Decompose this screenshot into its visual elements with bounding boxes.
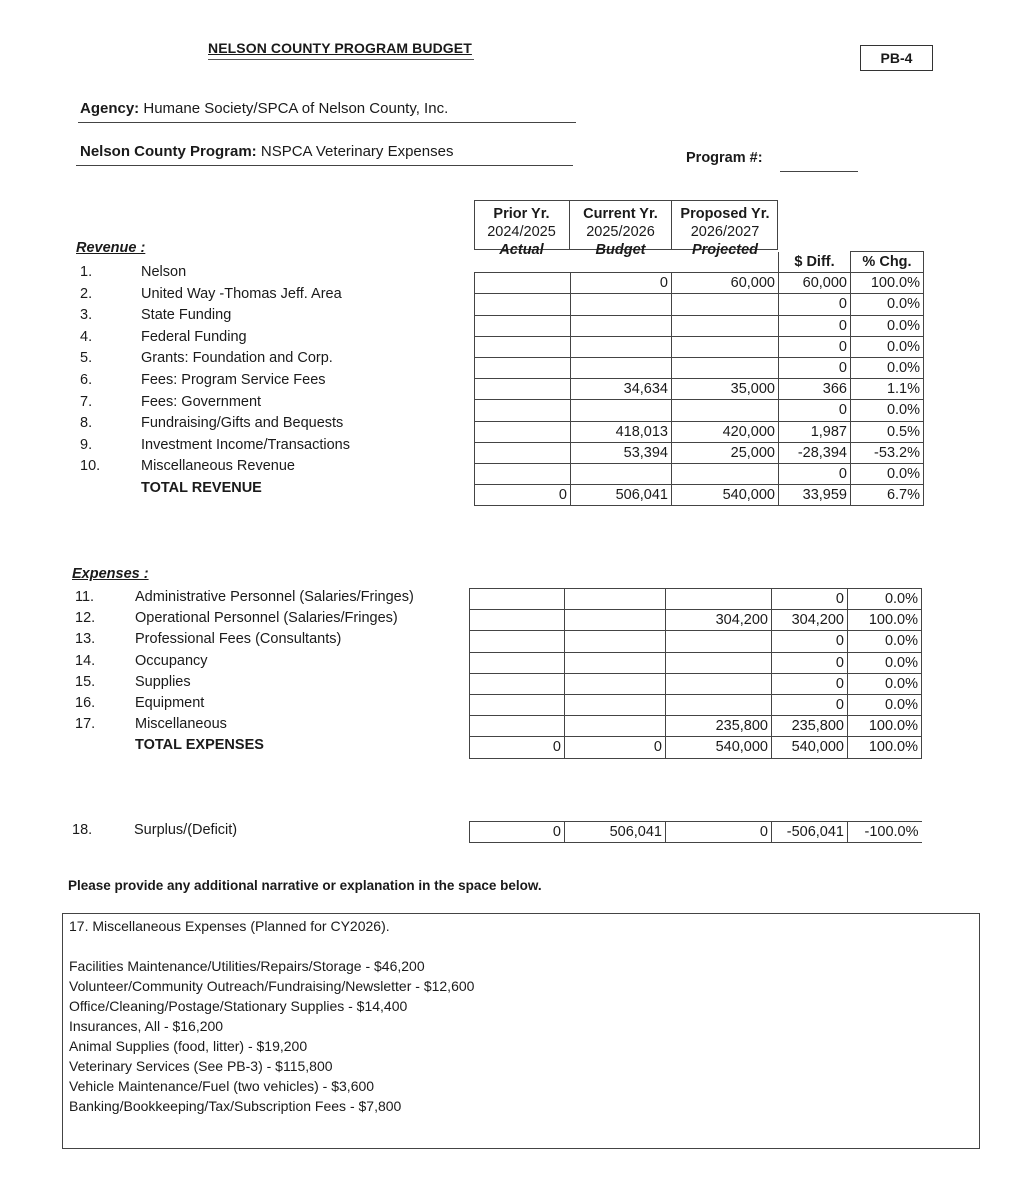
expense-cell-current xyxy=(565,673,666,694)
revenue-cell-chg: 0.0% xyxy=(851,463,924,484)
narrative-heading: 17. Miscellaneous Expenses (Planned for CY2026). xyxy=(69,918,390,934)
revenue-cell-proposed: 35,000 xyxy=(672,379,779,400)
revenue-cell-prior xyxy=(475,315,571,336)
expense-line-number: 16. xyxy=(75,695,96,711)
expense-total-label: TOTAL EXPENSES xyxy=(135,737,264,754)
table-row xyxy=(475,336,924,357)
expense-cell-proposed: 235,800 xyxy=(666,716,772,737)
expense-cell-chg: 100.0% xyxy=(848,610,922,631)
narrative-line: Animal Supplies (food, litter) - $19,200 xyxy=(69,1038,308,1054)
revenue-cell-current xyxy=(571,400,672,421)
revenue-cell-diff: -28,394 xyxy=(779,442,851,463)
revenue-cell-proposed xyxy=(672,400,779,421)
revenue-cell-prior xyxy=(475,273,571,294)
surplus-number: 18. xyxy=(72,822,93,838)
revenue-cell-chg: 0.0% xyxy=(851,294,924,315)
expense-line-number: 15. xyxy=(75,673,96,690)
expense-line-number: 12. xyxy=(75,610,96,627)
expense-total-diff: 540,000 xyxy=(772,737,848,758)
agency-label: Agency: xyxy=(80,100,140,117)
revenue-cell-chg: 0.5% xyxy=(851,421,924,442)
revenue-heading: Revenue : xyxy=(76,240,146,256)
revenue-cell-prior xyxy=(475,421,571,442)
expense-line-number: 17. xyxy=(75,716,96,733)
revenue-cell-chg: 100.0% xyxy=(851,273,924,294)
expense-cell-proposed xyxy=(666,694,772,715)
surplus-label: Surplus/(Deficit) xyxy=(134,822,238,838)
revenue-cell-diff: 0 xyxy=(779,400,851,421)
narrative-line: Volunteer/Community Outreach/Fundraising/Newsletter - $12,600 xyxy=(69,978,475,994)
table-row xyxy=(470,589,922,610)
narrative-prompt: Please provide any additional narrative or explanation in the space below. xyxy=(68,878,542,893)
program-field xyxy=(80,143,453,160)
agency-field xyxy=(80,100,448,117)
column-header-prior: Prior Yr. 2024/2025 Actual xyxy=(487,206,556,258)
table-row xyxy=(475,294,924,315)
table-row xyxy=(470,737,922,758)
column-header-proposed: Proposed Yr. 2026/2027 Projected xyxy=(680,206,770,258)
expense-cell-diff: 0 xyxy=(772,694,848,715)
revenue-line-label: Fees: Program Service Fees xyxy=(141,372,326,388)
revenue-cell-prior xyxy=(475,442,571,463)
expense-cell-diff: 235,800 xyxy=(772,716,848,737)
revenue-line-label: Investment Income/Transactions xyxy=(141,436,350,453)
revenue-cell-chg: 1.1% xyxy=(851,379,924,400)
agency-value: Humane Society/SPCA of Nelson County, Inc. xyxy=(143,100,449,117)
expense-cell-current xyxy=(565,694,666,715)
table-row xyxy=(475,442,924,463)
expense-line-label: Supplies xyxy=(135,673,191,690)
expense-cell-current xyxy=(565,631,666,652)
revenue-line-number: 2. xyxy=(80,285,93,302)
table-row xyxy=(475,421,924,442)
revenue-line-number: 7. xyxy=(80,393,93,410)
expense-line-label: Professional Fees (Consultants) xyxy=(135,631,342,648)
table-row xyxy=(470,694,922,715)
table-row xyxy=(475,379,924,400)
revenue-cell-diff: 0 xyxy=(779,294,851,315)
expense-cell-diff: 0 xyxy=(772,589,848,610)
expense-cell-prior xyxy=(470,673,565,694)
revenue-cell-current xyxy=(571,315,672,336)
expense-cell-chg: 0.0% xyxy=(848,589,922,610)
expense-cell-diff: 0 xyxy=(772,631,848,652)
surplus-prior: 0 xyxy=(470,822,565,843)
revenue-total-prior: 0 xyxy=(475,485,571,506)
expense-cell-proposed: 304,200 xyxy=(666,610,772,631)
revenue-cell-current: 34,634 xyxy=(571,379,672,400)
expenses-heading: Expenses : xyxy=(72,566,149,582)
expense-cell-proposed xyxy=(666,589,772,610)
revenue-line-number: 8. xyxy=(80,415,93,432)
revenue-line-label: United Way -Thomas Jeff. Area xyxy=(141,285,342,302)
revenue-line-label: Fundraising/Gifts and Bequests xyxy=(141,415,344,432)
expense-line-number: 11. xyxy=(75,589,95,605)
revenue-cell-proposed: 25,000 xyxy=(672,442,779,463)
revenue-line-number: 6. xyxy=(80,372,93,388)
expense-cell-chg: 100.0% xyxy=(848,716,922,737)
expense-cell-chg: 0.0% xyxy=(848,694,922,715)
program-label: Nelson County Program: xyxy=(80,143,257,160)
revenue-cell-diff: 0 xyxy=(779,336,851,357)
expense-cell-diff: 0 xyxy=(772,652,848,673)
column-header-current: Current Yr. 2025/2026 Budget xyxy=(583,206,658,258)
expense-cell-current xyxy=(565,716,666,737)
expense-cell-prior xyxy=(470,694,565,715)
surplus-current: 506,041 xyxy=(565,822,666,843)
table-row xyxy=(470,631,922,652)
column-header-diff: $ Diff. xyxy=(779,252,851,273)
expense-cell-proposed xyxy=(666,673,772,694)
expense-cell-prior xyxy=(470,589,565,610)
revenue-line-number: 9. xyxy=(80,436,93,453)
expense-cell-current xyxy=(565,610,666,631)
expense-cell-diff: 0 xyxy=(772,673,848,694)
revenue-line-number: 10. xyxy=(80,458,101,475)
table-row xyxy=(470,822,922,843)
revenue-cell-diff: 0 xyxy=(779,463,851,484)
revenue-total-label: TOTAL REVENUE xyxy=(141,480,262,496)
revenue-cell-chg: 0.0% xyxy=(851,357,924,378)
table-row xyxy=(470,610,922,631)
revenue-cell-current: 418,013 xyxy=(571,421,672,442)
revenue-cell-current xyxy=(571,357,672,378)
expense-cell-chg: 0.0% xyxy=(848,673,922,694)
expense-line-label: Equipment xyxy=(135,695,205,711)
revenue-cell-prior xyxy=(475,336,571,357)
expense-cell-diff: 304,200 xyxy=(772,610,848,631)
expense-total-proposed: 540,000 xyxy=(666,737,772,758)
program-value: NSPCA Veterinary Expenses xyxy=(260,143,454,160)
narrative-line: Facilities Maintenance/Utilities/Repairs/Storage - $46,200 xyxy=(69,958,425,974)
revenue-line-number: 1. xyxy=(80,264,93,280)
table-row xyxy=(470,716,922,737)
revenue-table xyxy=(474,251,924,506)
revenue-cell-proposed xyxy=(672,463,779,484)
revenue-cell-prior xyxy=(475,294,571,315)
expense-cell-prior xyxy=(470,716,565,737)
surplus-chg: -100.0% xyxy=(848,822,922,843)
revenue-cell-proposed: 60,000 xyxy=(672,273,779,294)
revenue-cell-proposed xyxy=(672,294,779,315)
program-underline xyxy=(76,165,573,166)
surplus-proposed: 0 xyxy=(666,822,772,843)
table-row xyxy=(475,400,924,421)
revenue-cell-prior xyxy=(475,357,571,378)
revenue-cell-current xyxy=(571,294,672,315)
program-number-label: Program #: xyxy=(686,150,763,166)
revenue-cell-chg: 0.0% xyxy=(851,315,924,336)
revenue-line-number: 3. xyxy=(80,307,93,324)
table-row xyxy=(470,673,922,694)
narrative-line: Banking/Bookkeeping/Tax/Subscription Fees - $7,800 xyxy=(69,1098,402,1114)
expense-cell-chg: 0.0% xyxy=(848,652,922,673)
expense-total-chg: 100.0% xyxy=(848,737,922,758)
expenses-table xyxy=(469,588,922,759)
expense-cell-prior xyxy=(470,652,565,673)
expense-line-label: Occupancy xyxy=(135,652,208,669)
narrative-box xyxy=(62,913,980,1149)
revenue-cell-current: 53,394 xyxy=(571,442,672,463)
agency-underline xyxy=(78,122,576,123)
revenue-line-label: Nelson xyxy=(141,264,187,280)
table-row xyxy=(475,357,924,378)
revenue-cell-prior xyxy=(475,463,571,484)
revenue-line-label: Fees: Government xyxy=(141,393,262,410)
expense-total-prior: 0 xyxy=(470,737,565,758)
page-title: NELSON COUNTY PROGRAM BUDGET xyxy=(208,40,472,56)
form-id-badge: PB-4 xyxy=(860,45,933,71)
expense-cell-current xyxy=(565,652,666,673)
narrative-line: Insurances, All - $16,200 xyxy=(69,1018,224,1034)
narrative-line: Veterinary Services (See PB-3) - $115,800 xyxy=(69,1058,333,1074)
expense-cell-current xyxy=(565,589,666,610)
revenue-cell-chg: 0.0% xyxy=(851,336,924,357)
revenue-cell-diff: 0 xyxy=(779,357,851,378)
revenue-cell-prior xyxy=(475,400,571,421)
expense-cell-proposed xyxy=(666,631,772,652)
revenue-cell-diff: 1,987 xyxy=(779,421,851,442)
revenue-line-label: Federal Funding xyxy=(141,328,247,345)
expense-cell-chg: 0.0% xyxy=(848,631,922,652)
surplus-table xyxy=(469,821,922,843)
revenue-line-number: 5. xyxy=(80,350,93,367)
narrative-line: Vehicle Maintenance/Fuel (two vehicles) - $3,600 xyxy=(69,1078,375,1094)
revenue-cell-diff: 366 xyxy=(779,379,851,400)
narrative-spacer xyxy=(69,936,979,956)
expense-cell-prior xyxy=(470,631,565,652)
revenue-cell-diff: 0 xyxy=(779,315,851,336)
revenue-cell-proposed: 420,000 xyxy=(672,421,779,442)
revenue-cell-current xyxy=(571,463,672,484)
table-row xyxy=(475,463,924,484)
expense-line-label: Miscellaneous xyxy=(135,716,227,733)
table-row xyxy=(475,273,924,294)
revenue-line-label: Miscellaneous Revenue xyxy=(141,458,295,475)
narrative-line: Office/Cleaning/Postage/Stationary Supplies - $14,400 xyxy=(69,998,408,1014)
table-row xyxy=(475,485,924,506)
table-row xyxy=(475,315,924,336)
revenue-cell-diff: 60,000 xyxy=(779,273,851,294)
expense-line-number: 13. xyxy=(75,631,96,648)
revenue-cell-chg: 0.0% xyxy=(851,400,924,421)
expense-cell-prior xyxy=(470,610,565,631)
revenue-total-diff: 33,959 xyxy=(779,485,851,506)
surplus-diff: -506,041 xyxy=(772,822,848,843)
table-row xyxy=(470,652,922,673)
revenue-line-label: Grants: Foundation and Corp. xyxy=(141,350,333,367)
revenue-line-number: 4. xyxy=(80,328,93,345)
expense-total-current: 0 xyxy=(565,737,666,758)
revenue-cell-proposed xyxy=(672,357,779,378)
revenue-total-proposed: 540,000 xyxy=(672,485,779,506)
expense-line-label: Administrative Personnel (Salaries/Fringes) xyxy=(135,589,414,605)
revenue-total-current: 506,041 xyxy=(571,485,672,506)
revenue-cell-current xyxy=(571,336,672,357)
revenue-cell-chg: -53.2% xyxy=(851,442,924,463)
expense-cell-proposed xyxy=(666,652,772,673)
column-header-chg: % Chg. xyxy=(851,252,924,273)
expense-line-number: 14. xyxy=(75,652,96,669)
revenue-cell-prior xyxy=(475,379,571,400)
revenue-line-label: State Funding xyxy=(141,307,232,324)
revenue-cell-proposed xyxy=(672,336,779,357)
program-number-underline xyxy=(780,171,858,172)
revenue-total-chg: 6.7% xyxy=(851,485,924,506)
revenue-cell-current: 0 xyxy=(571,273,672,294)
expense-line-label: Operational Personnel (Salaries/Fringes) xyxy=(135,610,398,627)
revenue-cell-proposed xyxy=(672,315,779,336)
